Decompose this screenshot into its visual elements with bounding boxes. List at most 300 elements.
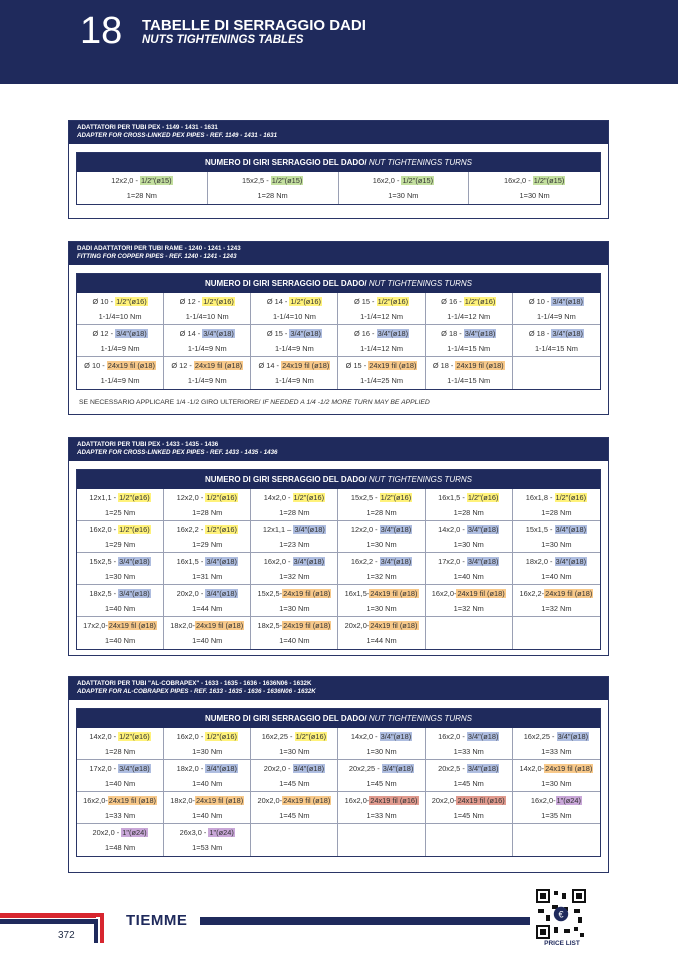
pipe-size: 16x2,0 - — [372, 176, 402, 185]
cell-size — [251, 328, 337, 339]
thread-size: 24x19 fil (ø18) — [194, 361, 243, 370]
section-copper-1240 — [68, 241, 609, 415]
table-cell — [164, 521, 251, 553]
svg-text:€: € — [558, 909, 564, 920]
thread-size: 24x19 fil (ø18) — [370, 588, 418, 598]
tightening-turns: 1-1/4=9 Nm — [536, 311, 576, 321]
table-cell — [164, 293, 251, 325]
pipe-size: 18x2,0 - — [176, 763, 206, 773]
table-cell — [513, 824, 600, 856]
tightening-turns: 1=32 Nm — [453, 603, 484, 613]
tightening-turns: 1=30 Nm — [388, 191, 419, 200]
tightening-turns: 1=28 Nm — [366, 507, 397, 517]
tightening-turns: 1=30 Nm — [279, 746, 310, 756]
thread-size: 3/4"(ø18) — [552, 328, 583, 338]
section-pex-1149 — [68, 120, 609, 219]
cell-size — [513, 296, 600, 307]
tightening-turns: 1=30 Nm — [541, 778, 572, 788]
tightening-turns: 1=40 Nm — [453, 571, 484, 581]
tightening-turns: 1-1/4=9 Nm — [187, 376, 227, 385]
pipe-size: 20x2,0 - — [92, 828, 122, 837]
cell-size — [513, 588, 600, 599]
thread-size: 1/2"(ø16) — [203, 296, 234, 306]
cell-size — [251, 296, 337, 307]
tightening-turns: 1=30 Nm — [366, 539, 397, 549]
thread-size: 3/4"(ø18) — [555, 524, 587, 534]
tightening-turns: 1=40 Nm — [104, 636, 136, 645]
cell-size — [513, 366, 600, 377]
thread-size: 3/4"(ø18) — [552, 296, 583, 306]
table-cell — [513, 357, 600, 389]
cell-size — [338, 328, 424, 339]
thread-size — [468, 627, 470, 636]
cell-size — [338, 731, 424, 742]
cell-size — [164, 588, 250, 599]
footer-stripe-blue — [0, 919, 96, 924]
pipe-size: Ø 12 - — [171, 361, 194, 370]
thread-size: 24x19 fil (ø18) — [545, 763, 593, 773]
pipe-size: 16x2,25 - — [261, 731, 295, 741]
pipe-size: 16x1,5 - — [176, 556, 206, 566]
table-cell — [77, 728, 164, 760]
cell-size — [338, 763, 424, 774]
table-cell — [513, 617, 600, 649]
section-header — [69, 677, 608, 700]
tightening-turns: 1=28 Nm — [279, 507, 310, 517]
cell-size — [251, 731, 337, 742]
thread-size: 3/4"(ø18) — [116, 328, 147, 338]
brand-logo: TIEMME — [126, 912, 188, 929]
tightening-turns: 1=45 Nm — [279, 778, 310, 788]
tightening-turns: 1=23 Nm — [279, 539, 310, 549]
cell-size — [77, 763, 163, 774]
thread-size: 3/4"(ø18) — [203, 328, 234, 338]
tightening-turns: 1=35 Nm — [541, 810, 572, 820]
table-cell — [338, 824, 425, 856]
pipe-size: 16x2,0 - — [438, 731, 467, 741]
table-cell — [338, 489, 425, 521]
pipe-size: 15x2,5 - — [241, 176, 271, 185]
table-cell — [338, 325, 425, 357]
table-cell — [77, 325, 164, 357]
table-cell — [426, 617, 513, 649]
table-header-en: NUT TIGHTENINGS TURNS — [368, 475, 472, 484]
section-header — [69, 242, 608, 265]
thread-size: 1/2"(ø16) — [555, 492, 587, 502]
table-cell — [208, 172, 339, 204]
pipe-size: 17x2,0 - — [89, 763, 119, 773]
thread-size: 3/4"(ø18) — [290, 328, 321, 338]
section-subtitle: FITTING FOR COPPER PIPES - REF. 1240 - 1241 - 1243 — [77, 253, 237, 260]
thread-size: 1/2"(ø16) — [464, 296, 496, 306]
pipe-size: 17x2,0 - — [438, 556, 467, 566]
tightening-turns: 1=33 Nm — [453, 746, 484, 756]
cell-size — [164, 731, 250, 742]
section-note — [79, 399, 598, 406]
table-header — [77, 153, 600, 172]
table-cell — [426, 728, 513, 760]
table-grid — [77, 489, 600, 649]
tightening-turns: 1-1/4=9 Nm — [187, 343, 227, 353]
table-cell — [164, 617, 251, 649]
pipe-size: Ø 18 - — [528, 328, 552, 338]
tightening-turns: 1=31 Nm — [192, 571, 223, 581]
cell-size — [77, 731, 163, 742]
cell-size — [426, 328, 512, 339]
cell-size — [338, 795, 424, 806]
cell-size — [338, 360, 424, 371]
cell-size — [426, 626, 512, 637]
cell-size — [77, 492, 163, 503]
table-cell — [513, 760, 600, 792]
thread-size: 24x19 fil (ø16) — [457, 795, 505, 805]
cell-size — [251, 556, 337, 567]
table-cell — [338, 293, 425, 325]
tightening-turns: 1=45 Nm — [453, 778, 484, 788]
cell-size — [164, 763, 250, 774]
pipe-size: Ø 16 - — [353, 328, 377, 338]
tightening-turns: 1=53 Nm — [192, 843, 223, 852]
table-cell — [164, 325, 251, 357]
thread-size: 1/2"(ø15) — [402, 176, 434, 185]
tightening-turns: 1=40 Nm — [192, 636, 223, 645]
tightening-turns: 1=45 Nm — [279, 810, 310, 820]
table-header-en: NUT TIGHTENINGS TURNS — [368, 158, 472, 167]
table-cell — [164, 553, 251, 585]
table-cell — [77, 585, 164, 617]
thread-size: 3/4"(ø18) — [467, 763, 499, 773]
table-cell — [77, 617, 164, 649]
thread-size: 3/4"(ø18) — [294, 524, 325, 534]
table-header-it: NUMERO DI GIRI SERRAGGIO DEL DADO/ — [205, 158, 367, 167]
thread-size — [555, 627, 557, 636]
cell-size — [77, 588, 163, 599]
table-cell — [251, 585, 338, 617]
tightening-turns: 1-1/4=9 Nm — [100, 376, 140, 385]
tightening-turns: 1=30 Nm — [541, 539, 572, 549]
thread-size: 3/4"(ø18) — [380, 556, 412, 566]
thread-size: 1/2"(ø16) — [206, 524, 237, 534]
thread-size — [381, 834, 383, 843]
pipe-size: 17x2,0- — [83, 621, 108, 630]
thread-size: 1/2"(ø15) — [140, 176, 172, 185]
tightening-turns: 1-1/4=9 Nm — [274, 376, 314, 385]
table-header-it: NUMERO DI GIRI SERRAGGIO DEL DADO/ — [205, 714, 367, 723]
table-header-it: NUMERO DI GIRI SERRAGGIO DEL DADO/ — [205, 475, 367, 484]
cell-size — [77, 175, 207, 186]
pipe-size: 15x2,5 - — [350, 492, 380, 502]
thread-size: 24x19 fil (ø16) — [370, 795, 418, 805]
tightening-turns: 1=28 Nm — [126, 191, 157, 200]
table-cell — [77, 553, 164, 585]
section-subtitle: ADAPTER FOR CROSS-LINKED PEX PIPES - REF. 1433 - 1435 - 1436 — [77, 449, 278, 456]
thread-size: 24x19 fil (ø18) — [545, 588, 593, 598]
thread-size: 1/2"(ø16) — [206, 731, 237, 741]
chapter-number: 18 — [80, 10, 123, 52]
thread-size: 3/4"(ø18) — [119, 588, 150, 598]
thread-size: 1/2"(ø16) — [293, 492, 325, 502]
tightening-turns: 1=45 Nm — [366, 778, 397, 788]
pipe-size: Ø 10 - — [528, 296, 552, 306]
pipe-size: 16x2,0- — [83, 795, 108, 805]
tightening-turns: 1=45 Nm — [453, 810, 484, 820]
tightening-turns: 1=30 Nm — [104, 571, 136, 581]
table-grid — [77, 293, 600, 389]
note-it: SE NECESSARIO APPLICARE 1/4 -1/2 GIRO ULTERIORE/ — [79, 399, 261, 406]
cell-size — [339, 175, 469, 186]
section-title: ADATTATORI PER TUBI PEX - 1433 - 1435 - 1436 — [77, 441, 219, 448]
thread-size: 1/2"(ø16) — [116, 296, 147, 306]
thread-size: 24x19 fil (ø18) — [283, 588, 331, 598]
cell-size — [77, 296, 163, 307]
table-cell — [426, 357, 513, 389]
cell-size — [426, 731, 512, 742]
pipe-size: Ø 12 - — [92, 328, 116, 338]
header-band — [0, 0, 678, 84]
tightening-turns: 1=32 Nm — [366, 571, 397, 581]
tightening-turns: 1=32 Nm — [541, 603, 572, 613]
thread-size: 24x19 fil (ø18) — [195, 795, 244, 805]
cell-size — [77, 556, 163, 567]
tightening-turns: 1=33 Nm — [104, 810, 136, 820]
footer-stripe-red — [0, 913, 96, 918]
table-cell — [426, 293, 513, 325]
table-cell — [164, 489, 251, 521]
table-cell — [251, 824, 338, 856]
pipe-size: 16x2,0 - — [176, 731, 206, 741]
thread-size: 24x19 fil (ø18) — [108, 621, 157, 630]
cell-size — [164, 620, 250, 631]
thread-size: 3/4"(ø18) — [380, 524, 412, 534]
cell-size — [77, 524, 163, 535]
thread-size: 3/4"(ø18) — [557, 731, 589, 741]
table-cell — [251, 553, 338, 585]
table-cell — [339, 172, 470, 204]
pipe-size: Ø 15 - — [345, 361, 369, 370]
pipe-size: 16x2,0- — [344, 795, 370, 805]
cell-size — [513, 328, 600, 339]
torque-table — [76, 273, 601, 390]
cell-size — [164, 492, 250, 503]
cell-size — [338, 492, 424, 503]
cell-size — [251, 524, 337, 535]
pipe-size: Ø 18 - — [432, 361, 456, 370]
cell-size — [77, 620, 163, 631]
table-cell — [338, 617, 425, 649]
tightening-turns: 1=40 Nm — [104, 603, 136, 613]
table-cell — [251, 325, 338, 357]
table-cell — [426, 325, 513, 357]
cell-size — [164, 795, 250, 806]
pipe-size: 15x1,5 - — [525, 524, 555, 534]
tightening-turns: 1-1/4=10 Nm — [98, 311, 142, 321]
cell-size — [164, 360, 250, 371]
table-cell — [338, 553, 425, 585]
pipe-size: 26x3,0 - — [179, 828, 209, 837]
thread-size: 3/4"(ø18) — [467, 556, 499, 566]
thread-size — [468, 834, 470, 843]
cell-size — [426, 833, 512, 844]
cell-size — [426, 763, 512, 774]
tightening-turns: 1=28 Nm — [257, 191, 288, 200]
tightening-turns: 1=40 Nm — [279, 636, 310, 645]
cell-size — [513, 492, 600, 503]
pipe-size: 18x2,0- — [170, 795, 195, 805]
pipe-size: 18x2,0- — [170, 621, 195, 630]
table-cell — [77, 357, 164, 389]
cell-size — [164, 296, 250, 307]
pipe-size: 20x2,0- — [431, 795, 457, 805]
pipe-size: 14x2,0 - — [89, 731, 119, 741]
cell-size — [77, 795, 163, 806]
cell-size — [338, 524, 424, 535]
note-en: IF NEEDED A 1/4 -1/2 MORE TURN MAY BE APPLIED — [262, 399, 430, 406]
cell-size — [251, 795, 337, 806]
pipe-size: 20x2,0 - — [263, 763, 293, 773]
thread-size: 3/4"(ø18) — [119, 556, 150, 566]
table-cell — [77, 521, 164, 553]
cell-size — [77, 360, 163, 371]
cell-size — [251, 588, 337, 599]
tightening-turns: 1-1/4=9 Nm — [274, 343, 314, 353]
table-cell — [164, 824, 251, 856]
tightening-turns: 1=33 Nm — [541, 746, 572, 756]
cell-size — [77, 827, 163, 838]
tightening-turns: 1=29 Nm — [104, 539, 136, 549]
cell-size — [426, 588, 512, 599]
cell-size — [426, 296, 512, 307]
cell-size — [513, 833, 600, 844]
pipe-size: 12x1,1 - — [89, 492, 119, 502]
table-cell — [251, 617, 338, 649]
pipe-size: 12x2,0 - — [350, 524, 380, 534]
pipe-size: 16x2,2 - — [350, 556, 380, 566]
thread-size: 1"(ø24) — [122, 828, 147, 837]
pipe-size: 16x1,8 - — [525, 492, 555, 502]
pipe-size: 12x1,1 – — [262, 524, 294, 534]
pipe-size: 16x2,2 - — [176, 524, 206, 534]
cell-size — [513, 795, 600, 806]
thread-size: 3/4"(ø18) — [206, 763, 237, 773]
pipe-size: 15x2,5- — [257, 588, 283, 598]
thread-size: 1/2"(ø15) — [271, 176, 303, 185]
tightening-turns: 1=30 Nm — [366, 603, 397, 613]
pipe-size: 16x2,0 - — [89, 524, 119, 534]
tightening-turns: 1=30 Nm — [453, 539, 484, 549]
cell-size — [164, 328, 250, 339]
pipe-size: 18x2,5- — [257, 621, 283, 630]
tightening-turns: 1=40 Nm — [104, 778, 136, 788]
table-cell — [251, 357, 338, 389]
tightening-turns: 1-1/4=15 Nm — [534, 343, 578, 353]
thread-size: 3/4"(ø18) — [382, 763, 414, 773]
cell-size — [338, 296, 424, 307]
cell-size — [426, 524, 512, 535]
cell-size — [513, 626, 600, 637]
thread-size: 1/2"(ø16) — [206, 492, 237, 502]
cell-size — [77, 328, 163, 339]
tightening-turns: 1=30 Nm — [366, 746, 397, 756]
table-header — [77, 709, 600, 728]
table-cell — [513, 325, 600, 357]
pipe-size: 16x2,0 - — [503, 176, 533, 185]
table-grid — [77, 728, 600, 856]
pipe-size: 14x2,0- — [519, 763, 545, 773]
table-cell — [338, 760, 425, 792]
table-cell — [251, 728, 338, 760]
cell-size — [164, 556, 250, 567]
section-title: DADI ADATTATORI PER TUBI RAME - 1240 - 1241 - 1243 — [77, 245, 241, 252]
tightening-turns: 1=25 Nm — [104, 507, 136, 517]
thread-size: 24x19 fil (ø18) — [283, 621, 331, 630]
table-cell — [251, 489, 338, 521]
thread-size: 24x19 fil (ø18) — [369, 361, 417, 370]
pipe-size: 16x2,2- — [519, 588, 545, 598]
table-header — [77, 274, 600, 293]
table-cell — [338, 792, 425, 824]
tightening-turns: 1=32 Nm — [279, 571, 310, 581]
pipe-size: 16x1,5 - — [438, 492, 467, 502]
tightening-turns: 1=30 Nm — [192, 746, 223, 756]
tightening-turns: 1-1/4=25 Nm — [360, 376, 404, 385]
table-cell — [251, 521, 338, 553]
thread-size: 3/4"(ø18) — [464, 328, 496, 338]
footer-hook-decoration — [92, 913, 110, 945]
pipe-size: 18x2,0 - — [525, 556, 555, 566]
pipe-size: 20x2,5 - — [438, 763, 467, 773]
tightening-turns: 1=30 Nm — [279, 603, 310, 613]
torque-table — [76, 152, 601, 205]
pipe-size: 14x2,0 - — [350, 731, 380, 741]
pipe-size: 16x2,25 - — [523, 731, 557, 741]
section-subtitle: ADAPTER FOR CROSS-LINKED PEX PIPES - REF. 1149 - 1431 - 1631 — [77, 132, 278, 139]
torque-table — [76, 469, 601, 650]
tightening-turns: 1=44 Nm — [366, 636, 397, 645]
pipe-size: 12x2,0 - — [111, 176, 140, 185]
table-cell — [338, 585, 425, 617]
pipe-size: Ø 16 - — [441, 296, 464, 306]
table-cell — [426, 521, 513, 553]
thread-size: 1/2"(ø16) — [119, 492, 150, 502]
thread-size: 3/4"(ø18) — [293, 763, 325, 773]
qr-code-icon[interactable] — [536, 889, 586, 939]
cell-size — [208, 175, 338, 186]
table-cell — [164, 357, 251, 389]
pipe-size: 16x2,0- — [530, 795, 556, 805]
table-cell — [513, 553, 600, 585]
table-cell — [513, 293, 600, 325]
cell-size — [251, 360, 337, 371]
tightening-turns: 1=28 Nm — [453, 507, 484, 517]
pipe-size: Ø 10 - — [84, 361, 107, 370]
tightening-turns: 1-1/4=15 Nm — [447, 376, 491, 385]
section-title: ADATTATORI PER TUBI PEX - 1149 - 1431 - 1631 — [77, 124, 218, 131]
torque-table — [76, 708, 601, 857]
cell-size — [251, 620, 337, 631]
table-header-en: NUT TIGHTENINGS TURNS — [368, 714, 472, 723]
pipe-size: Ø 15 - — [353, 296, 377, 306]
section-pex-1433 — [68, 437, 609, 656]
pipe-size: Ø 14 - — [179, 328, 203, 338]
tightening-turns: 1=40 Nm — [192, 778, 223, 788]
pipe-size: Ø 12 - — [179, 296, 203, 306]
thread-size: 3/4"(ø18) — [467, 524, 499, 534]
pipe-size: Ø 10 - — [92, 296, 116, 306]
cell-size — [251, 763, 337, 774]
table-cell — [426, 585, 513, 617]
thread-size: 24x19 fil (ø18) — [282, 361, 330, 370]
pipe-size: 16x2,0 - — [263, 556, 293, 566]
